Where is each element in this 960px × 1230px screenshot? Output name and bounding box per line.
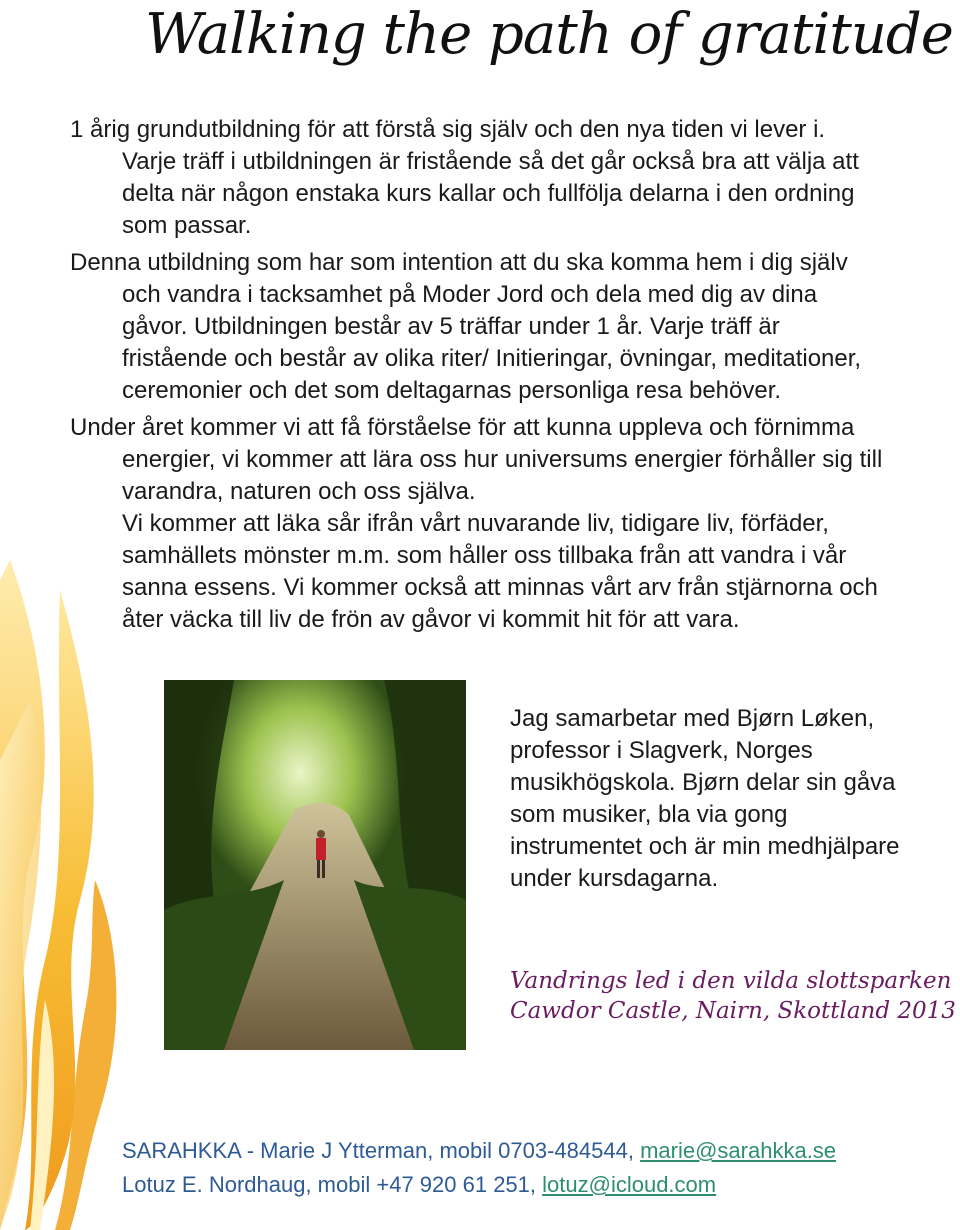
partner-line: professor i Slagverk, Norges — [510, 737, 813, 764]
paragraph-line: sanna essens. Vi kommer också att minnas vårt arv från stjärnorna och — [122, 574, 878, 601]
contact-info — [122, 1134, 942, 1202]
caption-line: Vandrings led i den vilda slottsparken — [510, 968, 952, 994]
paragraph-line: Under året kommer vi att få förståelse för att kunna uppleva och förnimma — [70, 414, 855, 441]
intro-paragraph — [70, 114, 960, 242]
paragraph-line: varandra, naturen och oss själva. — [122, 478, 476, 505]
body-text — [70, 114, 960, 641]
intention-paragraph — [70, 247, 960, 407]
paragraph-line: åter väcka till liv de frön av gåvor vi kommit hit för att vara. — [122, 606, 740, 633]
partner-info — [510, 703, 940, 895]
partner-line: som musiker, bla via gong — [510, 801, 788, 828]
paragraph-line: Denna utbildning som har som intention att du ska komma hem i dig själv — [70, 249, 848, 276]
paragraph-line: 1 årig grundutbildning för att förstå sig själv och den nya tiden vi lever i. — [70, 116, 826, 143]
email-link-marie[interactable]: marie@sarahkka.se — [640, 1138, 837, 1163]
paragraph-line: Varje träff i utbildningen är fristående så det går också bra att välja att — [122, 148, 859, 175]
caption-line: Cawdor Castle, Nairn, Skottland 2013 — [510, 998, 956, 1024]
contact-row-sarahkka — [122, 1134, 942, 1168]
paragraph-line: fristående och består av olika riter/ Initieringar, övningar, meditationer, — [122, 345, 862, 372]
paragraph-line: gåvor. Utbildningen består av 5 träffar under 1 år. Varje träff är — [122, 313, 780, 340]
contact-text: Lotuz E. Nordhaug, mobil +47 920 61 251, — [122, 1172, 543, 1197]
partner-line: under kursdagarna. — [510, 865, 719, 892]
contact-row-lotuz — [122, 1168, 942, 1202]
paragraph-line: Vi kommer att läka sår ifrån vårt nuvarande liv, tidigare liv, förfäder, — [122, 510, 829, 537]
partner-line: instrumentet och är min medhjälpare — [510, 833, 900, 860]
paragraph-line: ceremonier och det som deltagarnas personliga resa behöver. — [122, 377, 782, 404]
paragraph-line: delta när någon enstaka kurs kallar och fullfölja delarna i den ordning — [122, 180, 855, 207]
paragraph-line: och vandra i tacksamhet på Moder Jord och dela med dig av dina — [122, 281, 818, 308]
partner-line: Jag samarbetar med Bjørn Løken, — [510, 705, 875, 732]
contact-text: SARAHKKA - Marie J Ytterman, mobil 0703-484544, — [122, 1138, 641, 1163]
paragraph-line: energier, vi kommer att lära oss hur universums energier förhåller sig till — [122, 446, 883, 473]
paragraph-line: som passar. — [122, 212, 252, 239]
email-link-lotuz[interactable]: lotuz@icloud.com — [542, 1172, 717, 1197]
forest-path-photo — [164, 680, 466, 1050]
year-paragraph — [70, 412, 960, 636]
page-title: Walking the path of gratitude — [145, 2, 953, 67]
partner-line: musikhögskola. Bjørn delar sin gåva — [510, 769, 896, 796]
paragraph-line: samhällets mönster m.m. som håller oss tillbaka från att vandra i vår — [122, 542, 847, 569]
photo-caption — [510, 966, 956, 1026]
